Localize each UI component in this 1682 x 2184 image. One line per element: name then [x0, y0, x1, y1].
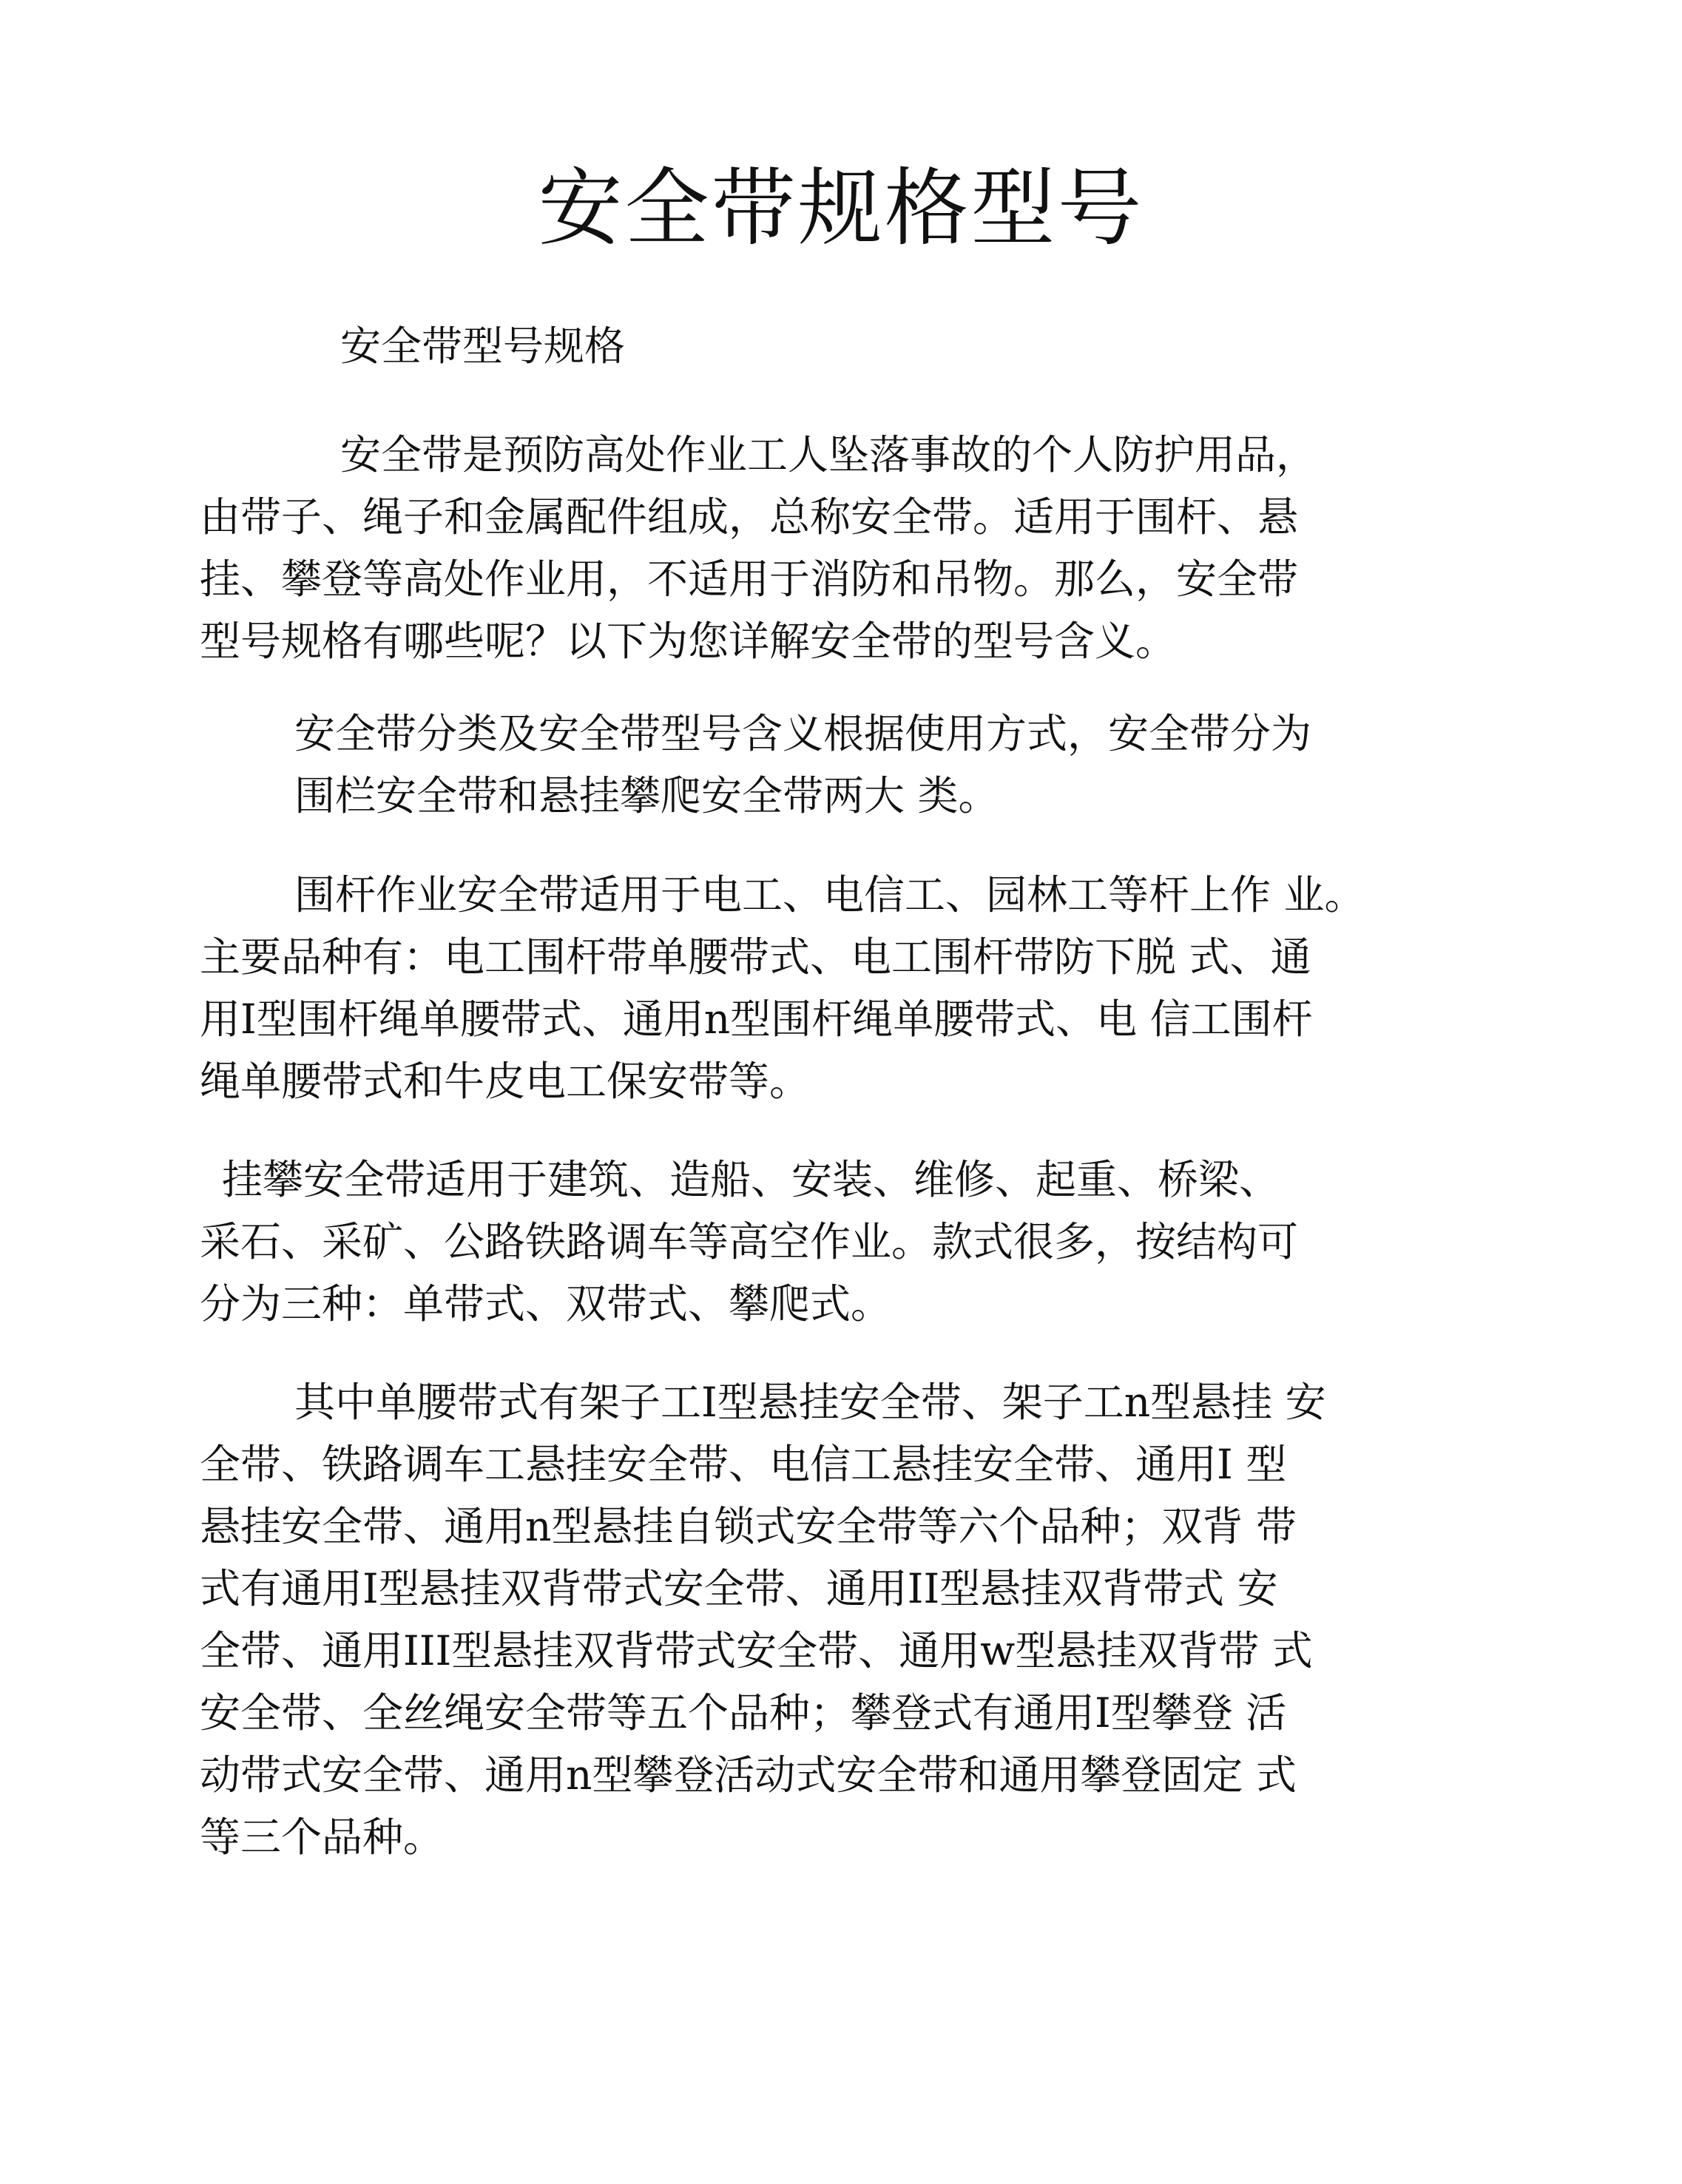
document-subtitle: 安全带型号规格	[340, 322, 626, 370]
paragraph-line: 全带、通用III型悬挂双背带式安全带、通用w型悬挂双背带 式	[200, 1627, 1313, 1674]
paragraph-line: 动带式安全带、通用n型攀登活动式安全带和通用攀登固定 式	[200, 1751, 1297, 1799]
paragraph-line: 围杆作业安全带适用于电工、电信工、园林工等杆上作 业。	[294, 871, 1365, 919]
paragraph-line: 悬挂安全带、通用n型悬挂自锁式安全带等六个品种；双背 带	[200, 1503, 1297, 1550]
paragraph-line: 采石、采矿、公路铁路调车等高空作业。款式很多，按结构可	[200, 1218, 1299, 1265]
paragraph-line: 安全带、全丝绳安全带等五个品种；攀登式有通用I型攀登 活	[200, 1689, 1287, 1737]
paragraph-line: 安全带分类及安全带型号含义根据使用方式，安全带分为	[294, 710, 1312, 757]
paragraph-line: 用I型围杆绳单腰带式、通用n型围杆绳单腰带式、电 信工围杆	[200, 995, 1313, 1043]
paragraph-line: 全带、铁路调车工悬挂安全带、电信工悬挂安全带、通用I 型	[200, 1441, 1287, 1488]
paragraph-line: 安全带是预防高处作业工人坠落事故的个人防护用品，	[340, 431, 1317, 479]
paragraph-line: 式有通用I型悬挂双背带式安全带、通用II型悬挂双背带式 安	[200, 1565, 1278, 1612]
paragraph-line: 由带子、绳子和金属配件组成，总称安全带。适用于围杆、悬	[200, 493, 1299, 541]
paragraph-line: 等三个品种。	[200, 1813, 445, 1861]
paragraph-line: 绳单腰带式和牛皮电工保安带等。	[200, 1058, 811, 1105]
paragraph-line: 型号规格有哪些呢？以下为您详解安全带的型号含义。	[200, 618, 1177, 665]
paragraph-line: 挂攀安全带适用于建筑、造船、安装、维修、起重、桥梁、	[222, 1156, 1280, 1203]
paragraph-line: 分为三种：单带式、双带式、攀爬式。	[200, 1280, 892, 1328]
paragraph-line: 围栏安全带和悬挂攀爬安全带两大 类。	[294, 772, 999, 819]
paragraph-line: 主要品种有：电工围杆带单腰带式、电工围杆带防下脱 式、通	[200, 933, 1311, 981]
paragraph-line: 其中单腰带式有架子工I型悬挂安全带、架子工n型悬挂 安	[294, 1379, 1326, 1426]
paragraph-line: 挂、攀登等高处作业用，不适用于消防和吊物。那么，安全带	[200, 555, 1299, 603]
document-title: 安全带规格型号	[538, 159, 1144, 257]
